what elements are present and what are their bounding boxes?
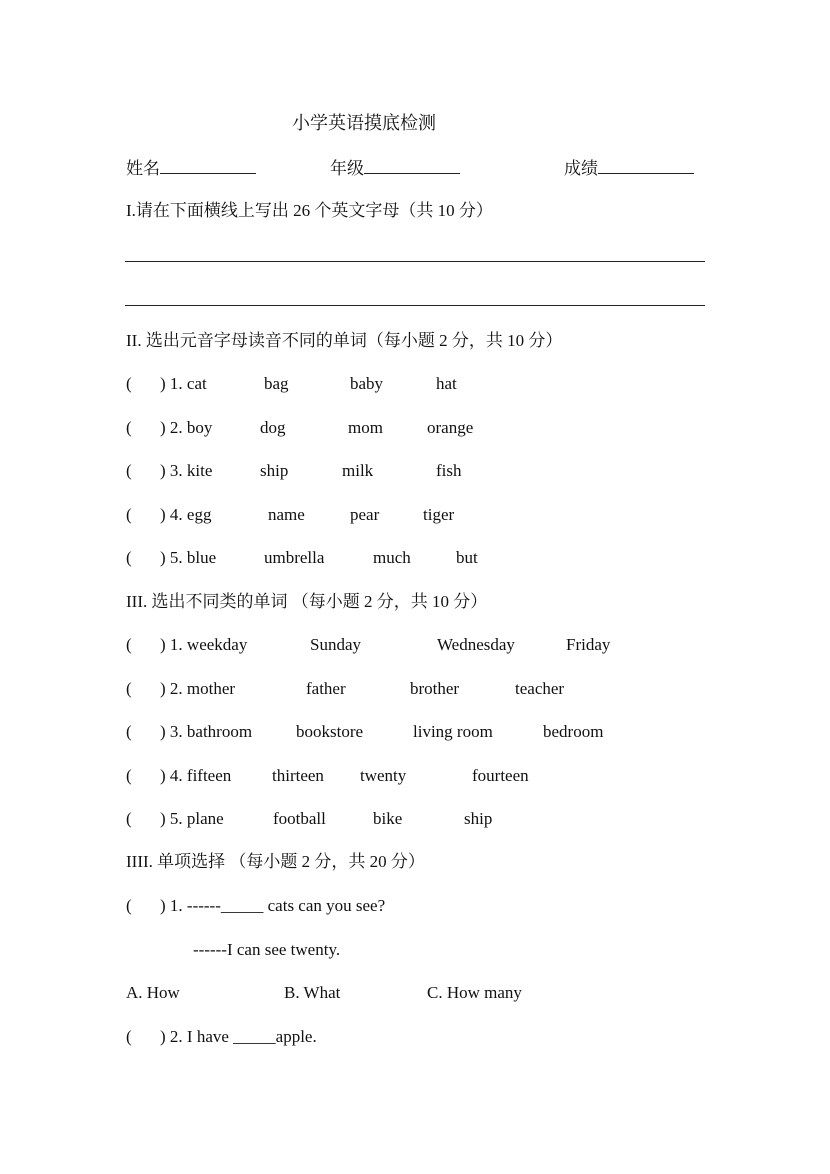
section2-answer-paren: ( bbox=[126, 548, 132, 567]
name-field[interactable] bbox=[126, 157, 256, 179]
section3-option-word: football bbox=[273, 809, 326, 828]
q1-answer-line: ------I can see twenty. bbox=[193, 940, 341, 959]
section3-option-word: thirteen bbox=[272, 766, 324, 785]
section2-question: ) 3. kite bbox=[160, 461, 213, 480]
section3-option-word: teacher bbox=[515, 679, 565, 698]
section3-option-word: twenty bbox=[360, 766, 407, 785]
q2-paren: ( bbox=[126, 1027, 132, 1046]
q1-option-a: A. How bbox=[126, 983, 180, 1002]
section2-option-word: umbrella bbox=[264, 548, 325, 567]
section3-option-word: bedroom bbox=[543, 722, 604, 741]
section3-answer-paren: ( bbox=[126, 679, 132, 698]
section3-question: ) 4. fifteen bbox=[160, 766, 232, 785]
section2-option-word: tiger bbox=[423, 505, 455, 524]
section2-option-word: hat bbox=[436, 374, 457, 393]
section2-option-word: baby bbox=[350, 374, 384, 393]
section3-answer-paren: ( bbox=[126, 766, 132, 785]
section2-option-word: fish bbox=[436, 461, 462, 480]
section3-question: ) 3. bathroom bbox=[160, 722, 253, 741]
section2-option-word: ship bbox=[260, 461, 289, 480]
page-title: 小学英语摸底检测 bbox=[292, 113, 436, 133]
section2-question: ) 4. egg bbox=[160, 505, 212, 524]
section2-question: ) 2. boy bbox=[160, 418, 213, 437]
section3-question: ) 1. weekday bbox=[160, 635, 248, 654]
q1-paren: ( bbox=[126, 896, 132, 915]
section3-option-word: bike bbox=[373, 809, 403, 828]
q1-option-b: B. What bbox=[284, 983, 341, 1002]
score-field[interactable] bbox=[564, 157, 694, 179]
section3-answer-paren: ( bbox=[126, 635, 132, 654]
section1-heading: I.请在下面横线上写出 26 个英文字母（共 10 分） bbox=[126, 201, 493, 220]
section3-question: ) 2. mother bbox=[160, 679, 236, 698]
section2-answer-paren: ( bbox=[126, 374, 132, 393]
q2-text: ) 2. I have _____apple. bbox=[160, 1027, 317, 1046]
section2-answer-paren: ( bbox=[126, 505, 132, 524]
section2-answer-paren: ( bbox=[126, 461, 132, 480]
section3-question: ) 5. plane bbox=[160, 809, 224, 828]
section2-option-word: mom bbox=[348, 418, 383, 437]
section2-option-word: pear bbox=[350, 505, 380, 524]
section3-option-word: brother bbox=[410, 679, 460, 698]
section3-option-word: ship bbox=[464, 809, 493, 828]
section2-question: ) 5. blue bbox=[160, 548, 217, 567]
section2-option-word: but bbox=[456, 548, 478, 567]
grade-field[interactable] bbox=[330, 157, 460, 179]
section3-answer-paren: ( bbox=[126, 722, 132, 741]
q1-text: ) 1. ------_____ cats can you see? bbox=[160, 896, 386, 915]
name-blank[interactable] bbox=[160, 157, 256, 174]
score-label: 成绩 bbox=[564, 159, 598, 178]
answer-line-1[interactable] bbox=[125, 261, 705, 262]
section3-option-word: Friday bbox=[566, 635, 611, 654]
section2-option-word: dog bbox=[260, 418, 286, 437]
section2-option-word: milk bbox=[342, 461, 374, 480]
section3-option-word: living room bbox=[413, 722, 493, 741]
section2-heading: II. 选出元音字母读音不同的单词（每小题 2 分，共 10 分） bbox=[126, 331, 563, 350]
section2-option-word: much bbox=[373, 548, 411, 567]
section2-option-word: orange bbox=[427, 418, 474, 437]
section4-heading: IIII. 单项选择 （每小题 2 分，共 20 分） bbox=[126, 852, 425, 871]
grade-label: 年级 bbox=[330, 159, 364, 178]
answer-line-2[interactable] bbox=[125, 305, 705, 306]
section2-question: ) 1. cat bbox=[160, 374, 207, 393]
section3-option-word: bookstore bbox=[296, 722, 364, 741]
score-blank[interactable] bbox=[598, 157, 694, 174]
section3-option-word: Sunday bbox=[310, 635, 361, 654]
section2-option-word: bag bbox=[264, 374, 289, 393]
name-label: 姓名 bbox=[126, 159, 160, 178]
section2-answer-paren: ( bbox=[126, 418, 132, 437]
section3-option-word: father bbox=[306, 679, 346, 698]
grade-blank[interactable] bbox=[364, 157, 460, 174]
section3-option-word: fourteen bbox=[472, 766, 529, 785]
section2-option-word: name bbox=[268, 505, 305, 524]
section3-heading: III. 选出不同类的单词 （每小题 2 分，共 10 分） bbox=[126, 592, 488, 611]
section3-option-word: Wednesday bbox=[437, 635, 515, 654]
q1-option-c: C. How many bbox=[427, 983, 522, 1002]
section3-answer-paren: ( bbox=[126, 809, 132, 828]
